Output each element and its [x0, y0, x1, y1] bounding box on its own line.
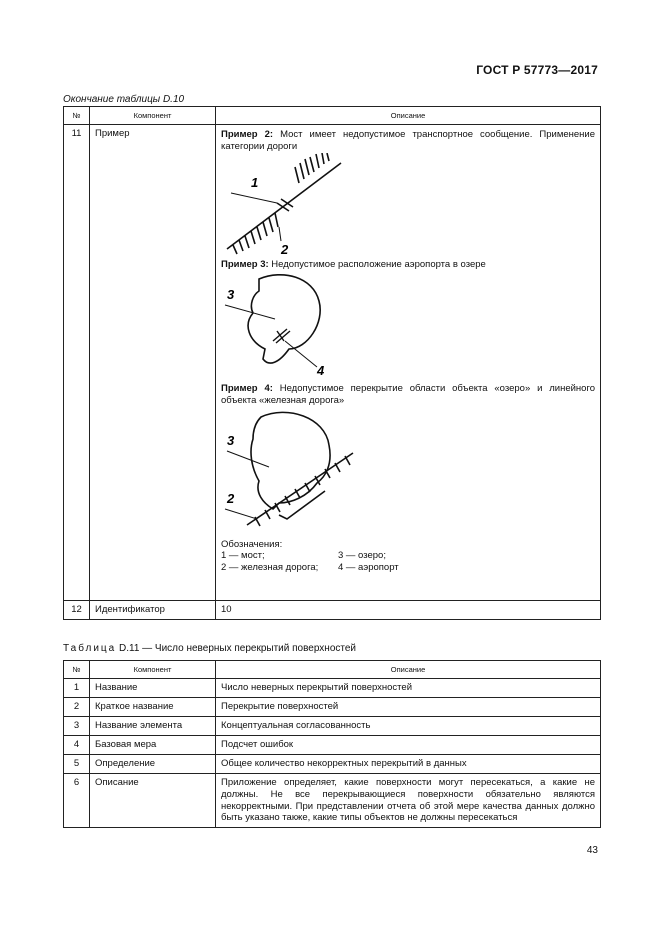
row-description: Перекрытие поверхностей — [216, 698, 601, 717]
row-description: Подсчет ошибок — [216, 736, 601, 755]
table-row — [64, 601, 601, 620]
row-num: 12 — [64, 601, 90, 620]
figure-label-1: 1 — [251, 175, 259, 191]
row-component: Базовая мера — [90, 736, 216, 755]
table-header-row — [64, 661, 601, 679]
airport-icon — [273, 329, 290, 343]
legend-item: 4 — аэропорт — [338, 561, 399, 573]
row-num: 4 — [64, 736, 90, 755]
col-header-description: Описание — [216, 661, 601, 679]
col-header-description: Описание — [216, 107, 601, 125]
table-d10 — [63, 106, 601, 620]
table-header-row — [64, 107, 601, 125]
figure-label-4: 4 — [317, 363, 325, 378]
col-header-num: № — [64, 661, 90, 679]
row-description: Приложение определяет, какие поверхности могут пересекаться, а какие не должны. Не все перекрывающиеся поверхности обязательно являются некорректными. При представлении отчета об этой мере качества данных должно быть указано также, какие типы объектов не должны пересекаться — [216, 773, 601, 828]
airport-figure — [221, 271, 351, 379]
row-component: Название элемента — [90, 717, 216, 736]
row-description: Число неверных перекрытий поверхностей — [216, 679, 601, 698]
legend-item: 3 — озеро; — [338, 550, 386, 562]
table-row — [64, 773, 601, 828]
page-number: 43 — [586, 845, 598, 856]
figure-label-2: 2 — [227, 490, 235, 506]
example-2-label: Пример 2: — [221, 129, 274, 141]
table-row — [64, 679, 601, 698]
row-description: 10 — [216, 601, 601, 620]
row-num: 2 — [64, 698, 90, 717]
legend-items — [221, 550, 595, 573]
callout-line — [225, 509, 257, 519]
bridge-figure — [221, 153, 351, 255]
lake-outline — [248, 275, 320, 363]
figure-label-3: 3 — [227, 432, 235, 448]
railway-line-icon — [227, 153, 341, 254]
col-header-component: Компонент — [90, 107, 216, 125]
legend-title: Обозначения: — [221, 538, 283, 550]
example-3-label: Пример 3: — [221, 259, 269, 271]
table-d10-caption: Окончание таблицы D.10 — [63, 94, 185, 105]
callout-line — [227, 451, 269, 467]
table-d11-caption: Таблица D.11 — Число неверных перекрытий поверхностей — [63, 643, 357, 654]
row-component: Пример — [90, 125, 216, 601]
row-description — [216, 125, 601, 601]
row-component: Описание — [90, 773, 216, 828]
table-row — [64, 736, 601, 755]
table-row — [64, 717, 601, 736]
table-row — [64, 754, 601, 773]
legend-item: 2 — железная дорога; — [221, 561, 319, 573]
lake-railway-figure — [221, 407, 371, 537]
row-num: 6 — [64, 773, 90, 828]
table-d11 — [63, 660, 601, 828]
row-num: 5 — [64, 754, 90, 773]
figure-label-3: 3 — [227, 287, 235, 302]
row-description: Концептуальная согласованность — [216, 717, 601, 736]
row-num: 1 — [64, 679, 90, 698]
table-row — [64, 125, 601, 601]
example-4-label: Пример 4: — [221, 383, 273, 394]
col-header-component: Компонент — [90, 661, 216, 679]
row-component: Название — [90, 679, 216, 698]
callout-line — [279, 227, 281, 241]
col-header-num: № — [64, 107, 90, 125]
callout-line — [231, 193, 277, 203]
example-4-text: Пример 4: Недопустимое перекрытие области объекта «озеро» и линейного объекта «железная дорога» — [221, 383, 596, 406]
legend-item: 1 — мост; — [221, 550, 265, 562]
row-description: Общее количество некорректных перекрытий в данных — [216, 754, 601, 773]
row-component: Идентификатор — [90, 601, 216, 620]
figure-legend — [221, 539, 595, 573]
row-component: Определение — [90, 754, 216, 773]
figure-label-2: 2 — [281, 242, 289, 256]
table-row — [64, 698, 601, 717]
example-2-text: Пример 2: Мост имеет недопустимое транспортное сообщение. Применение категории дороги — [221, 129, 596, 153]
document-code: ГОСТ Р 57773—2017 — [476, 63, 598, 77]
row-num: 11 — [64, 125, 90, 601]
example-3-text: Пример 3: Недопустимое расположение аэропорта в озере — [221, 259, 486, 271]
row-num: 3 — [64, 717, 90, 736]
row-component: Краткое название — [90, 698, 216, 717]
railway-line-icon — [247, 453, 353, 526]
